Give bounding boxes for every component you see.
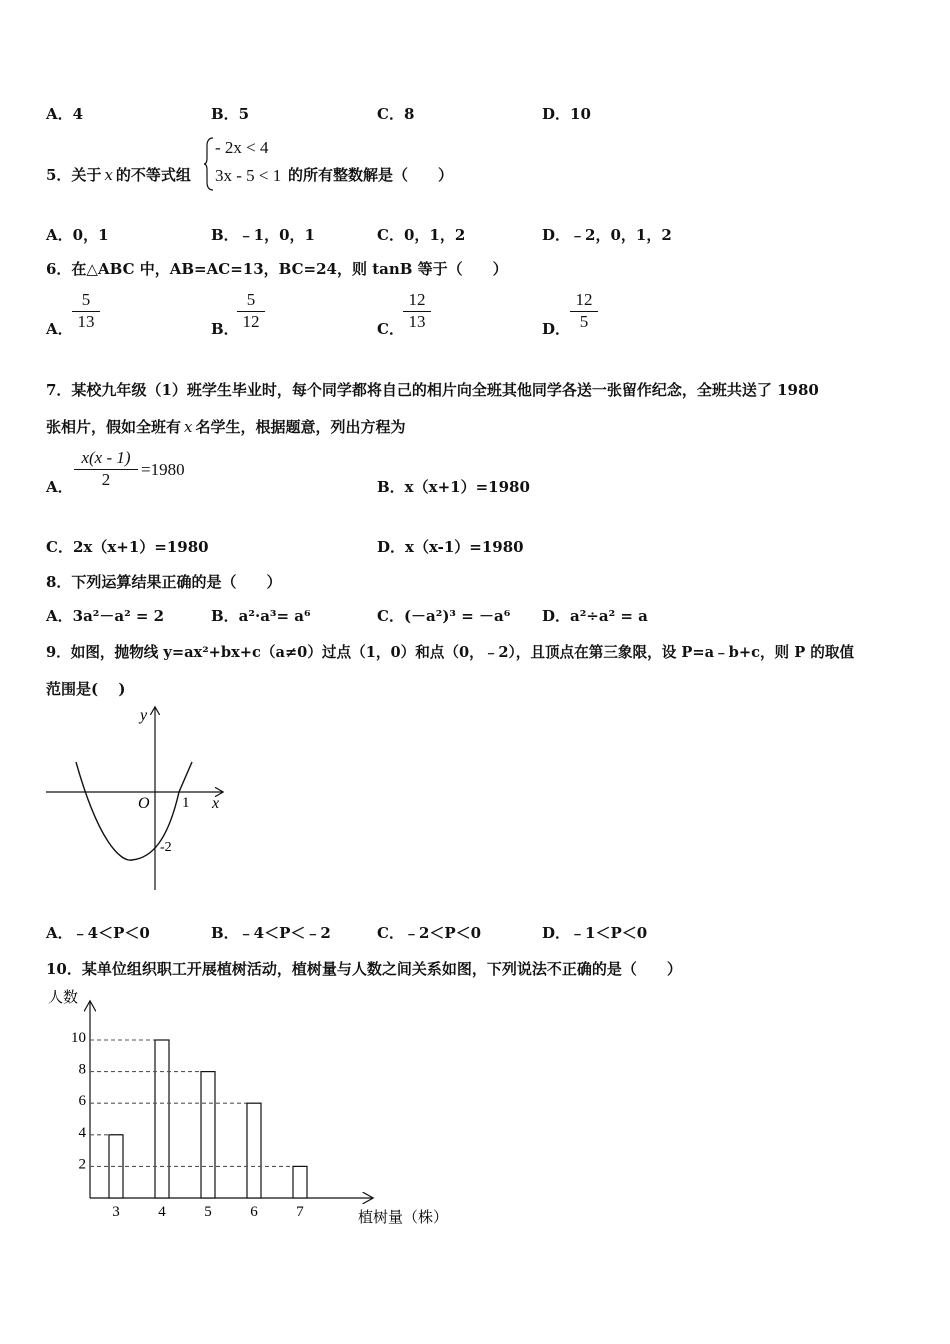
q5-option-a: A．0，1 [46,226,109,244]
q7-a-rhs: =1980 [141,460,185,479]
q6-fraction-a [72,290,100,332]
q8-stem: 8．下列运算结果正确的是（ ） [46,573,282,591]
y-tick-label: 4 [78,1124,86,1141]
x-tick-label: 5 [204,1204,212,1220]
q9-option-a: A．﹣4＜P＜0 [46,924,150,942]
parabola-graph [40,700,240,900]
q6-b-denominator: 12 [242,312,260,331]
q6-label-d: D． [542,320,571,338]
y-tick-label: -2 [160,840,172,855]
y-tick-label: 10 [71,1030,86,1046]
q6-b-numerator: 5 [246,290,256,309]
q6-fraction-b [237,290,265,332]
q7-option-d: D．x（x-1）=1980 [377,538,524,556]
bar-6 [247,1103,261,1198]
q5-stem [46,164,191,185]
q6-label-c: C． [377,320,404,338]
q4-option-a: A．4 [46,105,84,123]
q8-option-d: D．a²÷a² = a [542,607,648,625]
q6-d-denominator: 5 [579,312,589,331]
tree-planting-chart [40,980,490,1230]
q9-option-b: B．﹣4＜P＜﹣2 [211,924,331,942]
y-axis-label: y [140,707,148,724]
q5-mid: 的不等式组 [115,166,191,184]
q5-inequality-2: 3x - 5 < 1 [215,166,282,185]
q8-option-b: B．a²·a³= a⁶ [211,607,311,625]
x-tick-label: 1 [182,795,190,811]
q7-variable: x [184,418,193,436]
x-tick-label: 6 [250,1204,258,1220]
origin-label: O [138,795,150,812]
chart-y-label: 人数 [48,990,79,1006]
q8-option-c: C．(－a²)³ = －a⁶ [377,607,511,625]
q5-prefix: 5．关于 [46,166,102,184]
q9-option-c: C．﹣2＜P＜0 [377,924,482,942]
q6-c-denominator: 13 [408,312,426,331]
parabola-curve [76,762,192,860]
q5-option-d: D．﹣2，0，1，2 [542,226,672,244]
q7-label-a: A． [46,478,73,496]
q7-line-2 [46,416,406,437]
x-tick-label: 3 [112,1204,120,1220]
q8-option-a: A．3a²－a² = 2 [46,607,165,625]
q7-line-1: 7．某校九年级（1）班学生毕业时，每个同学都将自己的相片向全班其他同学各送一张留作纪念，全班共送了 1980 [46,381,819,399]
q6-a-denominator: 13 [77,312,95,331]
q4-option-c: C．8 [377,105,415,123]
q7-option-c: C．2x（x+1）=1980 [46,538,209,556]
q4-option-b: B．5 [211,105,250,123]
q4-option-d: D．10 [542,105,591,123]
q6-label-a: A． [46,320,73,338]
q6-d-numerator: 12 [575,290,593,309]
chart-x-label: 植树量（株） [358,1210,449,1226]
q6-fraction-c [403,290,431,332]
y-tick-label: 2 [78,1156,86,1173]
q7-a-denominator: 2 [101,470,111,489]
q6-fraction-d [570,290,598,332]
y-tick-label: 8 [78,1061,86,1078]
x-tick-label: 4 [158,1204,166,1220]
bar-7 [293,1166,307,1198]
q10-stem: 10．某单位组织职工开展植树活动，植树量与人数之间关系如图，下列说法不正确的是（ ） [46,960,682,978]
q5-variable: x [104,166,113,184]
q5-option-b: B．﹣1，0，1 [211,226,315,244]
q7-line-2b: 名学生，根据题意，列出方程为 [195,418,406,436]
q5-option-c: C．0，1，2 [377,226,466,244]
q6-c-numerator: 12 [408,290,426,309]
q5-suffix: 的所有整数解是（ ） [288,166,454,184]
bar-5 [201,1072,215,1198]
q5-inequality-1: - 2x < 4 [215,138,269,157]
x-axis-label: x [212,795,220,812]
q9-line-1: 9．如图，抛物线 y=ax²+bx+c（a≠0）过点（1，0）和点（0，﹣2），且顶点在第三象限，设 P=a﹣b+c，则 P 的取值 [46,644,855,661]
q5-brace [203,136,215,192]
y-tick-label: 6 [78,1093,86,1110]
q7-a-numerator: x(x - 1) [81,448,131,467]
q6-label-b: B． [211,320,239,338]
q6-a-numerator: 5 [81,290,91,309]
q7-fraction-a [74,448,138,490]
q7-line-2a: 张相片，假如全班有 [46,418,182,436]
q6-stem: 6．在△ABC 中，AB=AC=13，BC=24，则 tanB 等于（ ） [46,260,508,278]
q9-line-2: 范围是( ) [46,680,126,698]
x-tick-label: 7 [296,1204,304,1220]
bar-4 [155,1040,169,1198]
q7-option-b: B．x（x+1）=1980 [377,478,530,496]
q9-option-d: D．﹣1＜P＜0 [542,924,648,942]
